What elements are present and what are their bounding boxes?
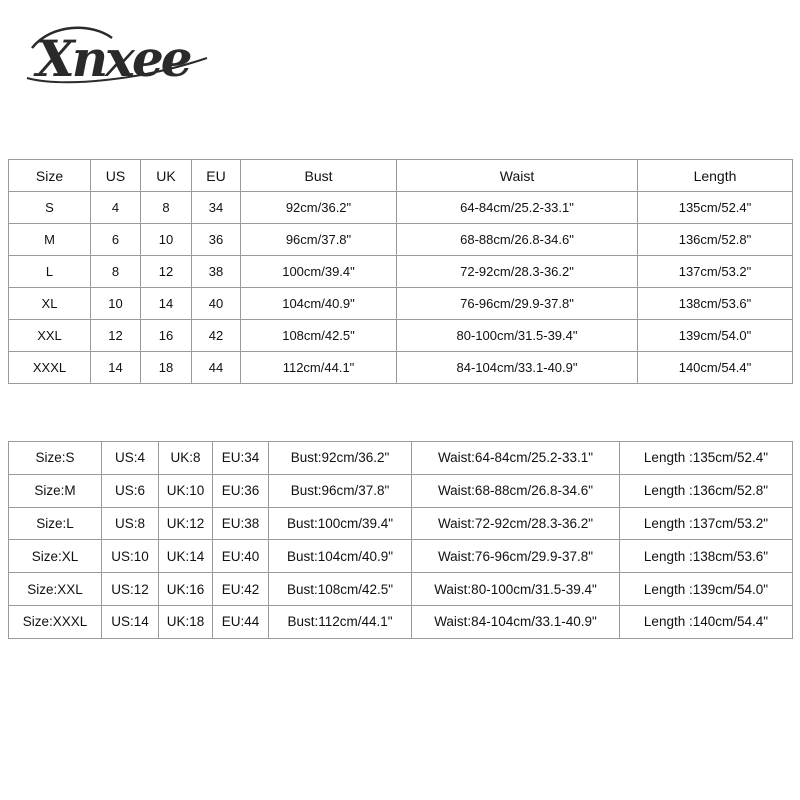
cell-bust: 112cm/44.1" [241,352,397,384]
cell-length: Length :137cm/53.2" [620,507,793,540]
cell-size: Size:M [9,474,102,507]
cell-size: XXL [9,320,91,352]
table-row [9,320,793,352]
cell-uk: 18 [141,352,192,384]
table-row [9,352,793,384]
cell-eu: EU:34 [213,442,269,475]
cell-bust: Bust:96cm/37.8" [269,474,412,507]
cell-waist: 84-104cm/33.1-40.9" [397,352,638,384]
cell-us: 12 [91,320,141,352]
cell-waist: 76-96cm/29.9-37.8" [397,288,638,320]
cell-length: Length :139cm/54.0" [620,573,793,606]
cell-bust: Bust:108cm/42.5" [269,573,412,606]
cell-eu: 44 [192,352,241,384]
size-chart-table [8,159,793,384]
cell-eu: 34 [192,192,241,224]
cell-us: US:14 [102,605,159,638]
cell-bust: 96cm/37.8" [241,224,397,256]
table-row [9,192,793,224]
cell-eu: EU:42 [213,573,269,606]
cell-size: Size:XL [9,540,102,573]
brand-logo [22,18,222,90]
header-size: Size [9,160,91,192]
brand-logo-text: Xnxee [36,29,190,88]
cell-eu: EU:38 [213,507,269,540]
cell-size: XXXL [9,352,91,384]
cell-size: Size:S [9,442,102,475]
cell-length: 137cm/53.2" [638,256,793,288]
table-row [9,442,793,475]
cell-uk: 8 [141,192,192,224]
header-eu: EU [192,160,241,192]
cell-eu: EU:40 [213,540,269,573]
cell-length: 136cm/52.8" [638,224,793,256]
cell-waist: Waist:68-88cm/26.8-34.6" [412,474,620,507]
cell-waist: Waist:64-84cm/25.2-33.1" [412,442,620,475]
cell-waist: Waist:80-100cm/31.5-39.4" [412,573,620,606]
cell-uk: UK:18 [159,605,213,638]
cell-bust: 108cm/42.5" [241,320,397,352]
cell-bust: Bust:100cm/39.4" [269,507,412,540]
cell-us: 10 [91,288,141,320]
cell-bust: 100cm/39.4" [241,256,397,288]
cell-uk: UK:10 [159,474,213,507]
cell-eu: EU:36 [213,474,269,507]
cell-uk: 10 [141,224,192,256]
cell-us: 14 [91,352,141,384]
cell-us: US:12 [102,573,159,606]
cell-size: M [9,224,91,256]
table-row [9,507,793,540]
cell-us: 8 [91,256,141,288]
header-waist: Waist [397,160,638,192]
cell-size: L [9,256,91,288]
cell-bust: 92cm/36.2" [241,192,397,224]
cell-us: US:8 [102,507,159,540]
header-bust: Bust [241,160,397,192]
size-chart-header-row [9,160,793,192]
cell-size: S [9,192,91,224]
cell-uk: UK:16 [159,573,213,606]
size-detail-table [8,441,793,639]
cell-eu: EU:44 [213,605,269,638]
table-row [9,605,793,638]
cell-length: Length :135cm/52.4" [620,442,793,475]
cell-waist: 80-100cm/31.5-39.4" [397,320,638,352]
cell-uk: UK:8 [159,442,213,475]
cell-waist: 72-92cm/28.3-36.2" [397,256,638,288]
cell-uk: 14 [141,288,192,320]
cell-uk: 12 [141,256,192,288]
cell-us: 6 [91,224,141,256]
header-length: Length [638,160,793,192]
cell-us: US:4 [102,442,159,475]
cell-bust: Bust:104cm/40.9" [269,540,412,573]
cell-uk: UK:12 [159,507,213,540]
table-row [9,540,793,573]
table-row [9,288,793,320]
cell-bust: Bust:112cm/44.1" [269,605,412,638]
cell-waist: Waist:76-96cm/29.9-37.8" [412,540,620,573]
cell-eu: 42 [192,320,241,352]
cell-eu: 38 [192,256,241,288]
cell-length: 138cm/53.6" [638,288,793,320]
cell-length: 140cm/54.4" [638,352,793,384]
cell-uk: UK:14 [159,540,213,573]
cell-bust: 104cm/40.9" [241,288,397,320]
cell-uk: 16 [141,320,192,352]
cell-waist: Waist:72-92cm/28.3-36.2" [412,507,620,540]
cell-length: 135cm/52.4" [638,192,793,224]
cell-bust: Bust:92cm/36.2" [269,442,412,475]
cell-us: 4 [91,192,141,224]
table-row [9,573,793,606]
cell-size: Size:XXL [9,573,102,606]
cell-eu: 36 [192,224,241,256]
brand-logo-graphic [22,18,222,90]
cell-size: XL [9,288,91,320]
cell-length: Length :140cm/54.4" [620,605,793,638]
cell-length: Length :136cm/52.8" [620,474,793,507]
table-row [9,224,793,256]
header-uk: UK [141,160,192,192]
cell-length: Length :138cm/53.6" [620,540,793,573]
cell-us: US:10 [102,540,159,573]
cell-waist: 68-88cm/26.8-34.6" [397,224,638,256]
cell-waist: Waist:84-104cm/33.1-40.9" [412,605,620,638]
header-us: US [91,160,141,192]
cell-us: US:6 [102,474,159,507]
cell-length: 139cm/54.0" [638,320,793,352]
cell-eu: 40 [192,288,241,320]
cell-size: Size:XXXL [9,605,102,638]
table-row [9,474,793,507]
table-row [9,256,793,288]
cell-waist: 64-84cm/25.2-33.1" [397,192,638,224]
cell-size: Size:L [9,507,102,540]
